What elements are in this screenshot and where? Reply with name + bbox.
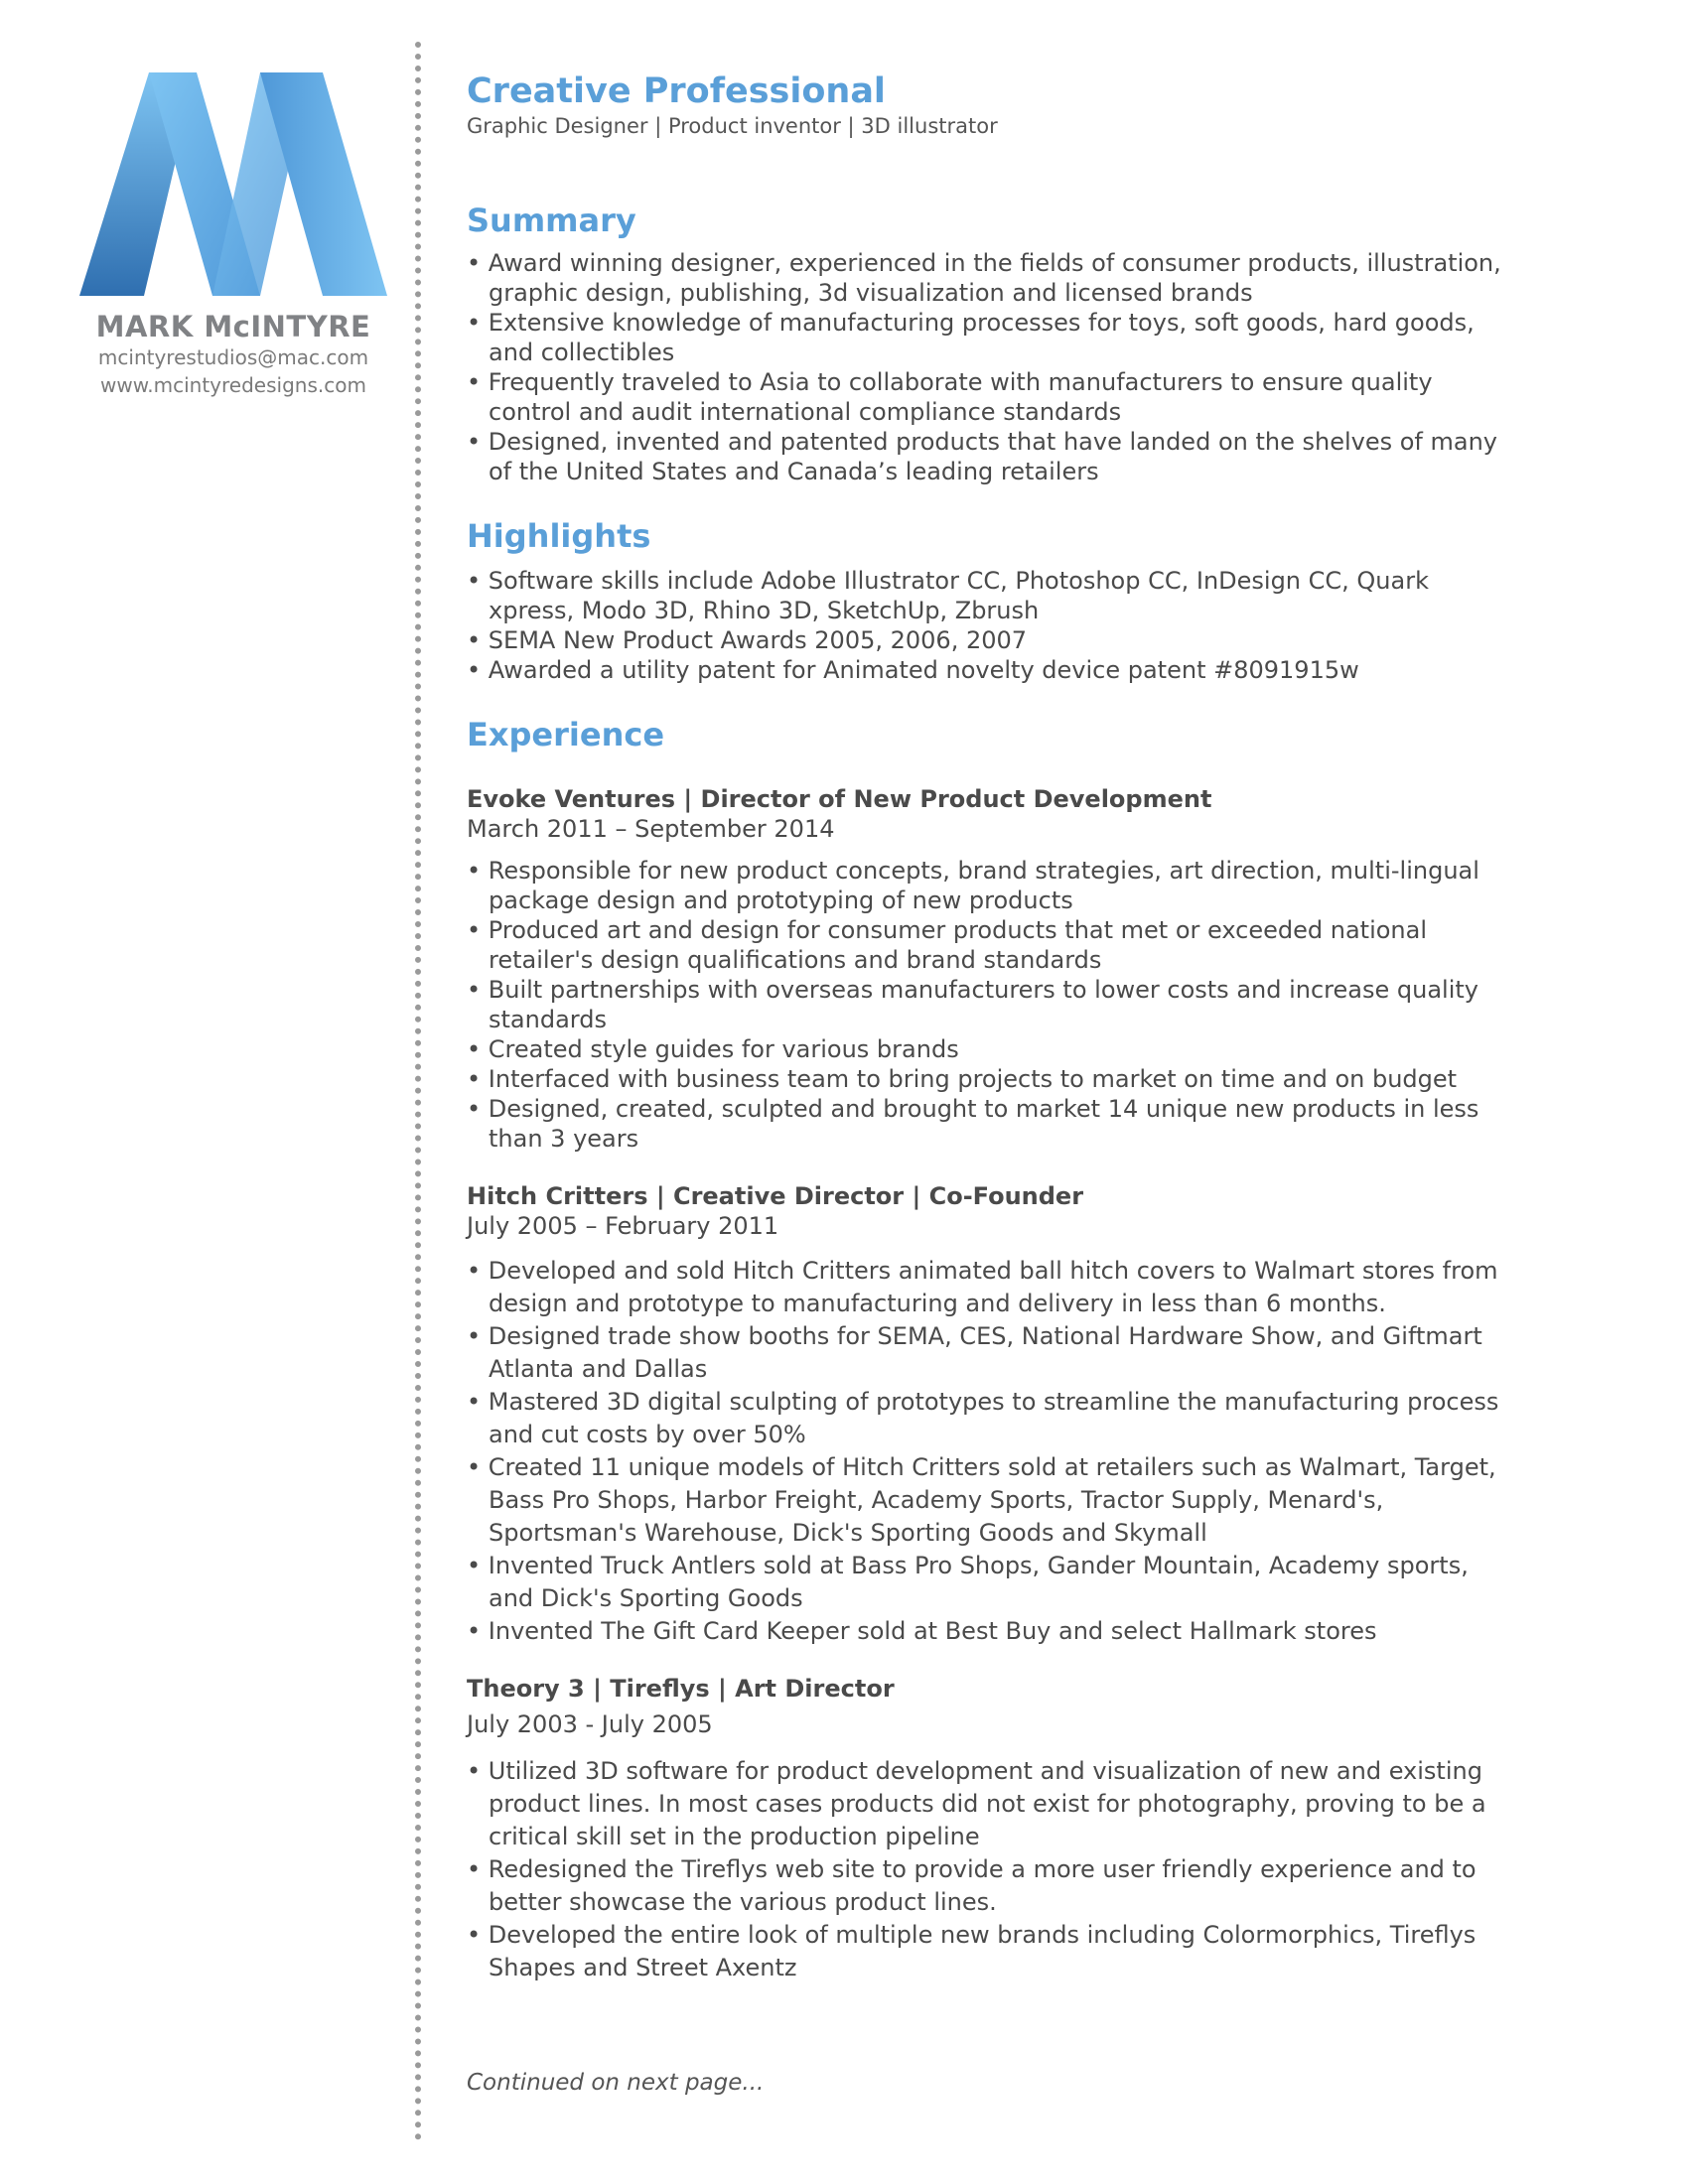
experience-heading: Experience <box>467 716 665 753</box>
list-item: • Designed, created, sculpted and brought to market 14 unique new products in less than 3 years <box>467 1094 1519 1154</box>
job-title: Evoke Ventures | Director of New Product Development <box>467 785 1212 813</box>
job-entry <box>467 1181 1519 1648</box>
job-title: Theory 3 | Tireflys | Art Director <box>467 1675 895 1703</box>
list-item: • Frequently traveled to Asia to collaborate with manufacturers to ensure quality control and audit international compliance standards <box>467 367 1519 427</box>
list-item: • Extensive knowledge of manufacturing processes for toys, soft goods, hard goods, and collectibles <box>467 308 1519 367</box>
list-item: • Award winning designer, experienced in the fields of consumer products, illustration, graphic design, publishing, 3d visualization and licensed brands <box>467 248 1519 308</box>
job-entry <box>467 784 1519 1154</box>
list-item: • Produced art and design for consumer products that met or exceeded national retailer's design qualifications and brand standards <box>467 915 1519 975</box>
summary-list <box>467 248 1519 486</box>
job-dates: July 2005 – February 2011 <box>467 1212 779 1240</box>
job-duties <box>467 1255 1519 1648</box>
list-item: • Designed trade show booths for SEMA, CES, National Hardware Show, and Giftmart Atlanta and Dallas <box>467 1320 1519 1386</box>
job-dates: March 2011 – September 2014 <box>467 815 835 843</box>
list-item: • Created 11 unique models of Hitch Critters sold at retailers such as Walmart, Target, Bass Pro Shops, Harbor Freight, Academy Sports, Tractor Supply, Menard's, Sportsman's Warehouse, Dick's Sporting Goods and Skymall <box>467 1451 1519 1550</box>
list-item: • Created style guides for various brands <box>467 1034 1519 1064</box>
page-title: Creative Professional <box>467 71 886 111</box>
list-item: • Mastered 3D digital sculpting of prototypes to streamline the manufacturing process and cut costs by over 50% <box>467 1386 1519 1451</box>
job-entry <box>467 1674 1519 1984</box>
list-item: • Responsible for new product concepts, brand strategies, art direction, multi-lingual package design and prototyping of new products <box>467 856 1519 915</box>
m-logo <box>79 69 387 300</box>
page-subtitle: Graphic Designer | Product inventor | 3D illustrator <box>467 114 998 138</box>
list-item: • Utilized 3D software for product development and visualization of new and existing product lines. In most cases products did not exist for photography, proving to be a critical skill set in the production pipeline <box>467 1755 1519 1853</box>
main-content <box>467 71 1519 1984</box>
dotted-divider <box>415 42 421 2141</box>
list-item: • Awarded a utility patent for Animated novelty device patent #8091915w <box>467 655 1519 685</box>
email: mcintyrestudios@mac.com <box>97 345 369 369</box>
list-item: • Designed, invented and patented products that have landed on the shelves of many of the United States and Canada’s leading retailers <box>467 427 1519 486</box>
highlights-list <box>467 566 1519 685</box>
list-item: • Built partnerships with overseas manufacturers to lower costs and increase quality standards <box>467 975 1519 1034</box>
website: www.mcintyredesigns.com <box>100 373 366 397</box>
list-item: • Invented The Gift Card Keeper sold at Best Buy and select Hallmark stores <box>467 1615 1519 1648</box>
highlights-heading: Highlights <box>467 517 651 555</box>
continued-note: Continued on next page... <box>467 2070 765 2096</box>
job-dates: July 2003 - July 2005 <box>467 1710 713 1738</box>
summary-heading: Summary <box>467 202 636 239</box>
candidate-name: MARK McINTYRE <box>95 310 371 343</box>
list-item: • Redesigned the Tireflys web site to provide a more user friendly experience and to better showcase the various product lines. <box>467 1853 1519 1919</box>
job-duties <box>467 856 1519 1154</box>
sidebar <box>60 69 407 399</box>
list-item: • Software skills include Adobe Illustrator CC, Photoshop CC, InDesign CC, Quark xpress, Modo 3D, Rhino 3D, SketchUp, Zbrush <box>467 566 1519 625</box>
list-item: • SEMA New Product Awards 2005, 2006, 2007 <box>467 625 1519 655</box>
list-item: • Invented Truck Antlers sold at Bass Pro Shops, Gander Mountain, Academy sports, and Dick's Sporting Goods <box>467 1550 1519 1615</box>
job-duties <box>467 1755 1519 1984</box>
job-title: Hitch Critters | Creative Director | Co-Founder <box>467 1182 1084 1210</box>
list-item: • Developed and sold Hitch Critters animated ball hitch covers to Walmart stores from design and prototype to manufacturing and delivery in less than 6 months. <box>467 1255 1519 1320</box>
list-item: • Developed the entire look of multiple new brands including Colormorphics, Tireflys Shapes and Street Axentz <box>467 1919 1519 1984</box>
list-item: • Interfaced with business team to bring projects to market on time and on budget <box>467 1064 1519 1094</box>
